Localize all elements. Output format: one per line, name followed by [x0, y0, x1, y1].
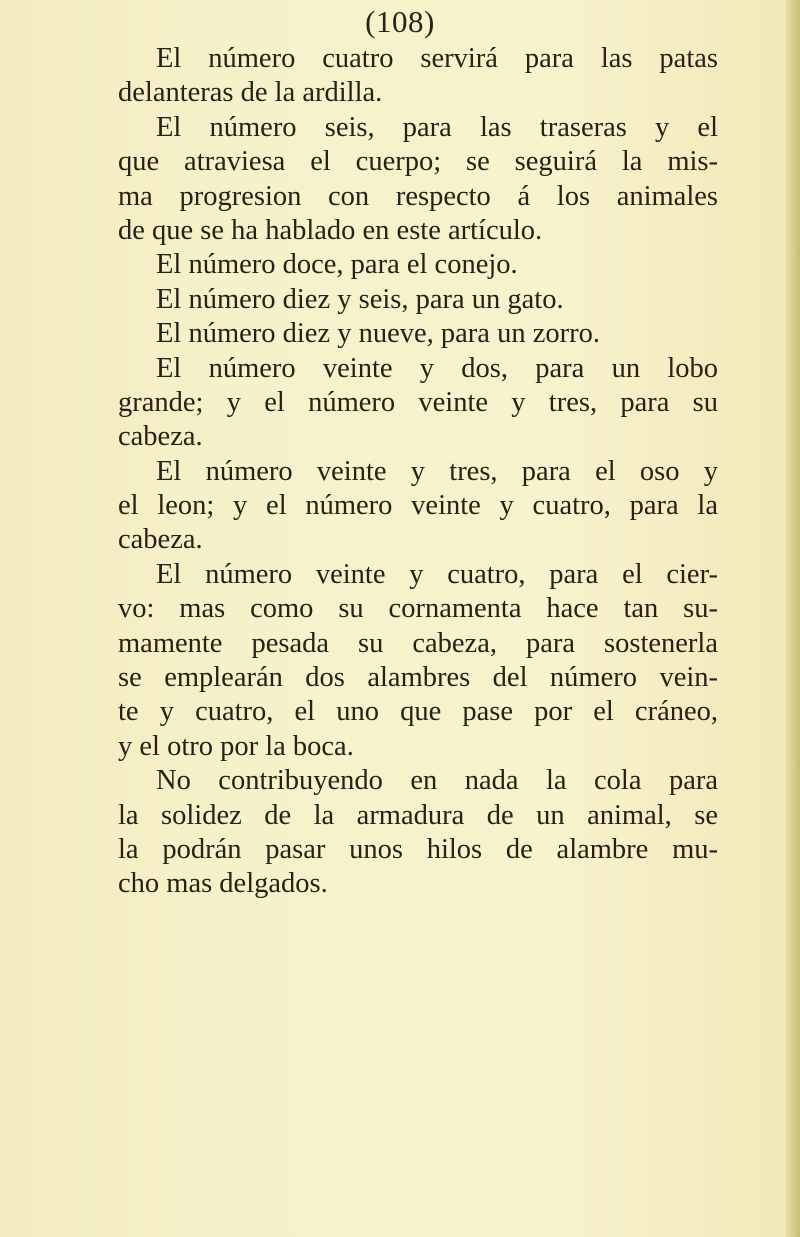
text-line: la solidez de la armadura de un animal, se — [118, 799, 718, 831]
text-line: El número seis, para las traseras y el — [156, 111, 718, 143]
text-line: El número cuatro servirá para las patas — [156, 43, 718, 74]
text-line: grande; y el número veinte y tres, para su — [118, 386, 718, 418]
text-line: El número doce, para el conejo. — [156, 249, 518, 281]
text-line: y el otro por la boca. — [118, 730, 354, 762]
text-line: que atraviesa el cuerpo; se seguirá la mis- — [118, 146, 718, 178]
body-text — [118, 42, 718, 902]
text-line: la podrán pasar unos hilos de alambre mu- — [118, 833, 718, 865]
text-line: El número veinte y tres, para el oso y — [156, 455, 718, 487]
text-line: cabeza. — [118, 524, 203, 556]
text-line: delanteras de la ardilla. — [118, 77, 383, 109]
text-line: vo: mas como su cornamenta hace tan su- — [118, 593, 718, 625]
text-line: El número veinte y dos, para un lobo — [156, 352, 718, 384]
page-edge — [786, 0, 800, 1237]
text-line: ma progresion con respecto á los animales — [118, 180, 718, 212]
text-line: El número veinte y cuatro, para el cier- — [156, 558, 718, 590]
text-line: se emplearán dos alambres del número vein- — [118, 662, 718, 694]
text-line: de que se ha hablado en este artículo. — [118, 214, 543, 246]
text-line: cho mas delgados. — [118, 868, 328, 900]
text-line: te y cuatro, el uno que pase por el cráneo, — [118, 696, 718, 728]
text-line: No contribuyendo en nada la cola para — [156, 765, 718, 797]
text-line: mamente pesada su cabeza, para sostenerla — [118, 627, 718, 659]
text-line: El número diez y seis, para un gato. — [156, 283, 564, 315]
page-number: (108) — [365, 4, 435, 39]
text-line: el leon; y el número veinte y cuatro, para la — [118, 490, 718, 522]
text-line: cabeza. — [118, 421, 203, 453]
text-line: El número diez y nueve, para un zorro. — [156, 318, 600, 350]
